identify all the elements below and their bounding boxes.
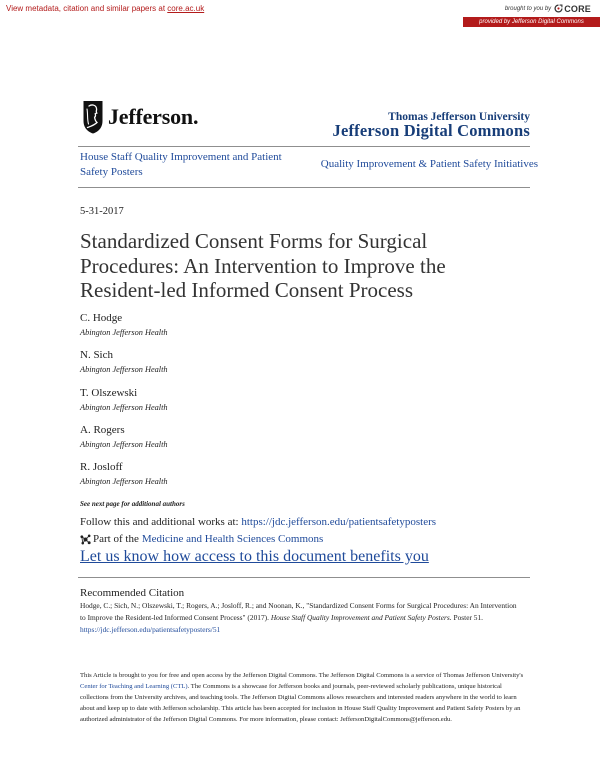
footer-text: . The Commons is a showcase for Jefferson books and journals, peer-reviewed scholarly publications, unique historical collections from the University archives, and teaching tools. The Jefferson Digital Commons allows researchers and interested readers anywhere in the world to learn about and keep up to date with Jefferson scholarship. This article has been accepted for inclusion in House Staff Quality Improvement and Patient Safety Posters by an authorized administrator of the Jefferson Digital Commons. For more information, please contact: JeffersonDigitalCommons@jefferson.edu.	[80, 683, 521, 723]
core-link[interactable]: core.ac.uk	[167, 4, 205, 13]
author-affiliation: Abington Jefferson Health	[80, 328, 168, 337]
core-logo[interactable]	[554, 4, 591, 14]
feedback-link[interactable]: Let us know how access to this document benefits you	[80, 548, 429, 565]
core-logo-text: CORE	[564, 3, 591, 14]
author-name: T. Olszewski	[80, 386, 138, 399]
author-entry	[80, 423, 168, 460]
document-title	[80, 229, 446, 303]
author-name: R. Josloff	[80, 461, 123, 473]
title-line: Procedures: An Intervention to Improve the	[80, 253, 446, 278]
divider	[78, 577, 530, 578]
author-name: N. Sich	[80, 349, 113, 362]
university-link[interactable]: Thomas Jefferson University	[388, 111, 530, 123]
core-attribution	[505, 2, 591, 15]
parent-collection-link[interactable]: Quality Improvement & Patient Safety Initiatives	[320, 158, 538, 170]
part-of-prefix: Part of the	[93, 533, 139, 545]
citation-body: Hodge, C.; Sich, N.; Olszewski, T.; Rogers, A.; Josloff, R.; and Noonan, K., "Standardized Consent Forms for Surgical Procedures: An Intervention to Improve the Resident-led Informed Consent Process" (2017).	[80, 601, 517, 622]
author-affiliation: Abington Jefferson Health	[80, 477, 168, 486]
core-metadata-text: View metadata, citation and similar papers at	[6, 4, 166, 13]
citation-url-link[interactable]: https://jdc.jefferson.edu/patientsafetyposters/51	[80, 624, 221, 634]
core-logo-icon	[554, 4, 563, 13]
series-link[interactable]: House Staff Quality Improvement and Patient Safety Posters	[80, 151, 282, 178]
title-line: Standardized Consent Forms for Surgical	[80, 229, 428, 253]
author-list	[80, 311, 168, 497]
author-affiliation: Abington Jefferson Health	[80, 365, 168, 375]
core-metadata-line	[6, 4, 204, 14]
author-entry	[80, 460, 168, 497]
footer-notice	[80, 670, 526, 725]
author-entry	[80, 311, 168, 348]
author-name: C. Hodge	[80, 312, 123, 324]
commons-discipline-link[interactable]: Medicine and Health Sciences Commons	[141, 533, 324, 545]
author-name: A. Rogers	[80, 423, 125, 436]
title-line: Resident-led Informed Consent Process	[80, 278, 414, 302]
divider	[78, 187, 530, 188]
follow-prefix: Follow this and additional works at:	[80, 516, 239, 528]
citation-text	[80, 600, 520, 635]
ctl-link[interactable]: Center for Teaching and Learning (CTL)	[80, 683, 188, 690]
jefferson-shield-icon	[82, 100, 104, 134]
repository-link[interactable]: Jefferson Digital Commons	[332, 121, 530, 140]
jefferson-logo[interactable]	[82, 100, 198, 134]
citation-series: House Staff Quality Improvement and Patient Safety Posters.	[270, 612, 452, 622]
author-affiliation: Abington Jefferson Health	[80, 439, 168, 449]
author-entry	[80, 386, 168, 423]
footer-text: This Article is brought to you for free and open access by the Jefferson Digital Commons. The Jefferson Digital Commons is a service of Thomas Jefferson University's	[80, 672, 524, 679]
logo-wordmark: Jefferson.	[108, 104, 199, 129]
network-icon	[80, 534, 91, 545]
divider	[78, 146, 530, 147]
author-affiliation: Abington Jefferson Health	[80, 402, 168, 412]
publication-date: 5-31-2017	[80, 206, 124, 217]
brought-to-you-text: brought to you by	[504, 5, 552, 12]
part-of-line	[80, 532, 323, 546]
citation-heading: Recommended Citation	[80, 587, 185, 599]
collection-url-link[interactable]: https://jdc.jefferson.edu/patientsafetyposters	[241, 516, 437, 528]
more-authors-note: See next page for additional authors	[80, 500, 185, 508]
citation-poster-number: Poster 51.	[453, 612, 484, 622]
author-entry	[80, 348, 168, 385]
follow-line	[80, 515, 436, 529]
provided-by-banner: provided by Jefferson Digital Commons	[463, 17, 600, 27]
